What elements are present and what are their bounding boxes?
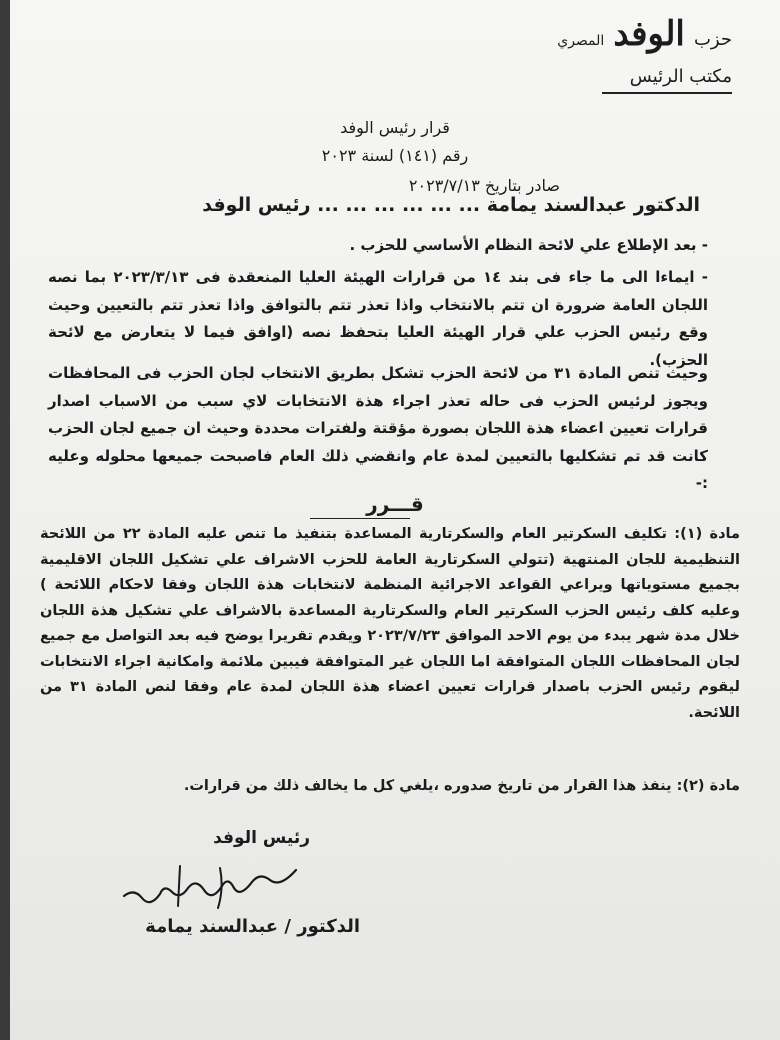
article-text: ينفذ هذا القرار من تاريخ صدوره ،يلغي كل ما يخالف ذلك من قرارات. — [183, 778, 672, 794]
handwritten-signature — [120, 858, 310, 918]
preamble-paragraph: - بعد الإطلاع علي لائحة النظام الأساسي للحزب . — [349, 236, 708, 254]
decree-heading-underline — [310, 518, 410, 519]
preamble-paragraph: - ايماءا الى ما جاء فى بند ١٤ من قرارات الهيئة العليا المنعقدة فى ٢٠٢٣/٣/١٣ بما نصه اللجان العامة ضرورة ان تتم بالانتخاب واذا تعذر تتم بالتوافق واذا تعذر تتم بالتعيين وحيث وقع رئيس الحزب علي قرار الهيئة العليا بتحفظ نصه (اوافق فيما لا يتعارض مع لائحة الحزب). — [48, 268, 709, 369]
decree-title: قرار رئيس الوفد — [340, 118, 450, 137]
letterhead-divider — [602, 92, 732, 94]
letterhead — [557, 14, 732, 54]
letterhead-country: المصري — [557, 33, 605, 49]
article-label: مادة (١): — [674, 526, 740, 542]
signatory-name: الدكتور / عبدالسند يمامة — [145, 916, 360, 937]
headline: الدكتور عبدالسند يمامة ... ... ... ... ... ... رئيس الوفد — [202, 194, 700, 216]
decree-issue-date: صادر بتاريخ ٢٠٢٣/٧/١٣ — [408, 176, 560, 195]
letterhead-party: حزب — [693, 29, 732, 50]
article-label: مادة (٢): — [676, 778, 740, 794]
article — [40, 774, 740, 800]
letterhead-party-name: الوفد — [613, 14, 685, 54]
decree-heading: قـــرر — [366, 492, 424, 516]
letterhead-office: مكتب الرئيس — [629, 66, 732, 87]
article — [40, 522, 740, 726]
decree-document — [10, 0, 780, 1040]
decree-number: رقم (١٤١) لسنة ٢٠٢٣ — [321, 146, 469, 165]
preamble-paragraph: وحيث تنص المادة ٣١ من لائحة الحزب تشكل بطريق الانتخاب لجان الحزب فى المحافظات ويجوز لرئيس الحزب فى حاله تعذر اجراء هذة الانتخابات لاي سبب من الاسباب اصدار قرارات تعيين اعضاء هذة اللجان بصورة مؤقتة ولفترات محددة وحيث ان جميع لجان الحزب كانت قد تم تشكليها بالتعيين لمدة عام وانقضي ذلك العام فاصبحت جميعها محلوله وعليه :- — [48, 364, 708, 492]
signature-title: رئيس الوفد — [213, 828, 310, 848]
article-text: تكليف السكرتير العام والسكرتارية المساعدة بتنفيذ ما تنص عليه المادة ٢٢ من اللائحة التنظيمية للجان المنتهية (تتولي السكرتارية العامة للحزب الاشراف علي تشكيل اللجان الاقليمية بجميع مستوياتها ويراعي القواعد الاجرائية المنظمة لانتخابات هذة اللجان وفقا لاحكام اللائحة ) وعليه كلف رئيس الحزب السكرتير العام والسكرتارية المساعدة بالاشراف علي تشكيل هذة اللجان خلال مدة شهر يبدء من يوم الاحد الموافق ٢٠٢٣/٧/٢٣ ويقدم تقريرا يوضح فيه بعد التواصل مع جميع لجان المحافظات اللجان المتوافقة اما اللجان غير المتوافقة فيبين ملائمة وامكانية اجراء الانتخابات ليقوم رئيس الحزب باصدار قرارات تعيين اعضاء هذة اللجان لمدة عام وفقا لنص المادة ٣١ من اللائحة. — [40, 526, 740, 721]
